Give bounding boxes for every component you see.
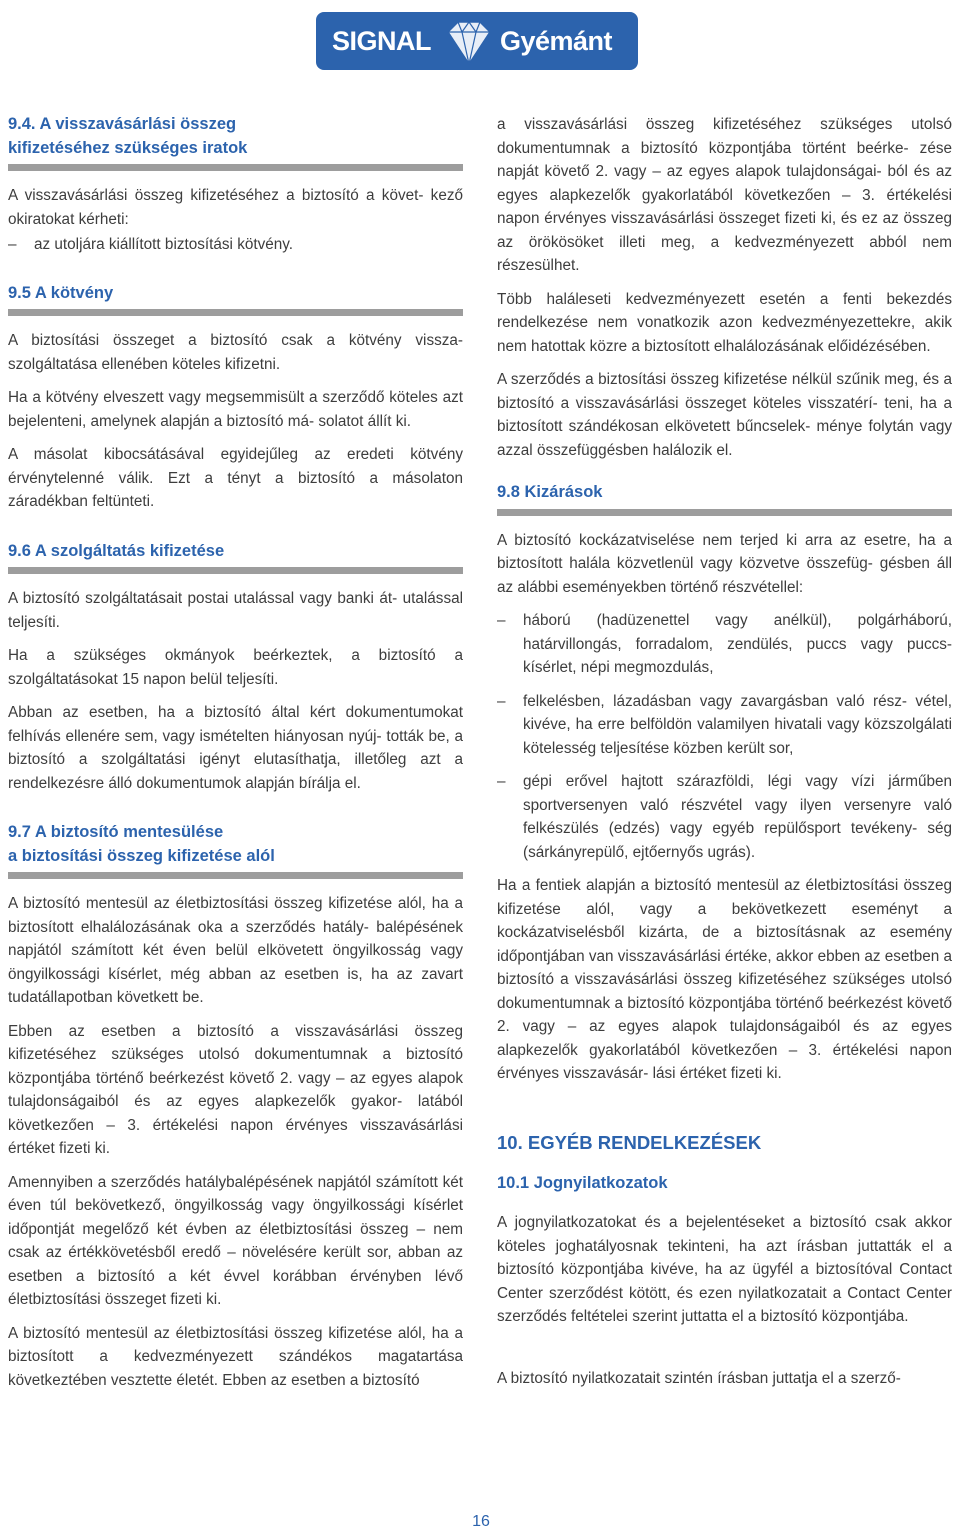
signal-gyemant-logo xyxy=(316,12,638,70)
section-divider xyxy=(8,567,463,574)
paragraph: Amennyiben a szerződés hatálybalépésének napjától számított két éven túl bekövetkező, öngyilkosság vagy öngyilkossági kísérlet időpontját megelőző két évben az életbiztosítási összeg – nem csak az értékkövetésből eredő – növelésére került sor, abban az esetben a biztosító a két évvel korábban érvényben lévő életbiztosítási összeget fizeti ki. xyxy=(8,1173,463,1308)
section-heading-9-7: 9.7 A biztosító mentesülése a biztosítási összeg kifizetése alól xyxy=(8,823,275,865)
paragraph: A biztosító kockázatviselése nem terjed ki arra az esetre, ha a biztosított halála közvetlenül vagy közvetve összefüg- gésben áll az alábbi eseményekben történő részvétellel: xyxy=(497,531,952,596)
paragraph: Több haláleseti kedvezményezett esetén a fenti bekezdés rendelkezése nem vonatkozik azon kedvezményezettekre, akik nem hatottak közre a biztosított elhalálozásának előidézésében. xyxy=(497,290,952,355)
paragraph: Ha a fentiek alapján a biztosító mentesül az életbiztosítási összeg kifizetése alól, vagy a bekövetkezett eseményt a kockázatviselésből kizárta, de a biztosításnak az esemény időpontjában van visszavásárlási értéke, akkor ebben az esetben a biztosító a visszavásárlási összeg kifizetéséhez szükséges utolsó dokumentumnak a biztosító központjába történő beérkezést követő 2. vagy – az egyes alapok tulajdonságaiból és az egyes alapkezelők gyakorlatából következően – 3. értékelési napon érvényes visszavásár- lási értéket fizeti ki. xyxy=(497,877,952,1082)
paragraph: Abban az esetben, ha a biztosító által kért dokumentumokat felhívás ellenére sem, vagy ismételten hiányosan nyúj- tották be, a biztosító a szolgáltatási igényt elutasíthatja, illetőleg azt a rendelkezésre álló dokumentumok alapján bírálja el. xyxy=(8,704,463,792)
paragraph: A biztosító mentesül az életbiztosítási összeg kifizetése alól, ha a biztosított elhalálozásának oka a szerződés hatály- balépésének napjától számított két éven belül elkövetett öngyilkosság vagy öngyilkossági kísérlet, még abban az esetben is, ha az zavart tudatállapotban követkett be. xyxy=(8,895,463,1006)
paragraph: A szerződés a biztosítási összeg kifizetése nélkül szűnik meg, és a biztosító a visszavásárlási összeget köteles visszatérí- teni, ha a biztosított szándékosan elkövetett bűncselek- ménye folytán vagy azzal összefüggésben halálozik el. xyxy=(497,371,952,459)
paragraph: A jognyilatkozatokat és a bejelentéseket a biztosító csak akkor köteles joghatályosnak tekinteni, ha azt írásban juttatták el a biztosító központjába kivéve, ha az ügyfél a biztosítóval Contact Center szerződést kötött, és ezen nyilatkozatait a Contact Center szerződés feltételei szerint juttatta el a biztosító központjába. xyxy=(497,1214,952,1325)
paragraph: A biztosító mentesül az életbiztosítási összeg kifizetése alól, ha a biztosított a kedvezményezett szándékos magatartása következtében vesztette életét. Ebben az esetben a biztosító xyxy=(8,1324,463,1389)
section-divider xyxy=(8,309,463,316)
section-heading-9-8: 9.8 Kizárások xyxy=(497,483,603,501)
list-item: – gépi erővel hajtott szárazföldi, légi vagy vízi járműben sportversenyen való részvétel vagy ilyen versenyre való felkészülés (edzés) vagy egyéb repülősport tevékeny- ség (sárkányrepülő, ejtőernyős ugrás). xyxy=(497,773,952,861)
diamond-icon xyxy=(440,18,498,68)
paragraph: A biztosítási összeget a biztosító csak a kötvény vissza- szolgáltatása ellenében köteles kifizetni. xyxy=(8,332,463,373)
paragraph: A másolat kibocsátásával egyidejűleg az eredeti kötvény érvénytelenné válik. Ezt a tényt a biztosító a másolaton záradékban feltünteti. xyxy=(8,446,463,510)
paragraph: Ebben az esetben a biztosító a visszavásárlási összeg kifizetéséhez szükséges utolsó dokumentumnak a biztosító központjába történő beérkezést követő 2. vagy – az egyes alapok tulajdonságaiból és az egyes alapkezelők gyakor- latából következően – 3. értékelési napon érvényes visszavásárlási értéket fizeti ki. xyxy=(8,1022,463,1157)
section-heading-9-5: 9.5 A kötvény xyxy=(8,283,114,302)
section-heading-10-1: 10.1 Jognyilatkozatok xyxy=(497,1173,668,1192)
section-divider xyxy=(8,872,463,879)
page-number: 16 xyxy=(472,1513,490,1530)
paragraph: A biztosító szolgáltatásait postai utalással vagy banki át- utalással teljesíti. xyxy=(8,590,463,631)
logo-word-gyemant: Gyémánt xyxy=(500,26,613,56)
left-column xyxy=(8,113,463,1392)
paragraph: A biztosító nyilatkozatait szintén írásban juttatja el a szerző- xyxy=(497,1369,901,1387)
chapter-heading-10: 10. EGYÉB RENDELKEZÉSEK xyxy=(497,1131,762,1153)
paragraph: Ha a kötvény elveszett vagy megsemmisült a szerződő köteles azt bejelenteni, amelynek alapján a biztosító má- solatot állít ki. xyxy=(8,389,463,430)
section-divider xyxy=(497,509,952,516)
list-item: – felkelésben, lázadásban vagy zavargásban való rész- vétel, kivéve, ha erre belföldön valamilyen hivatali vagy közszolgálati kötelesség teljesítése közben került sor, xyxy=(497,692,952,757)
section-divider xyxy=(8,164,463,171)
list-item: – az utoljára kiállított biztosítási kötvény. xyxy=(8,236,294,253)
section-heading-9-4: 9.4. A visszavásárlási összeg kifizetéséhez szükséges iratok xyxy=(8,115,248,157)
paragraph: Ha a szükséges okmányok beérkeztek, a biztosító a szolgáltatásokat 15 napon belül teljesíti. xyxy=(8,647,463,688)
paragraph: A visszavásárlási összeg kifizetéséhez a biztosító a követ- kező okiratokat kérheti: xyxy=(8,187,463,228)
section-heading-9-6: 9.6 A szolgáltatás kifizetése xyxy=(8,541,225,560)
list-item: – háború (hadüzenettel vagy anélkül), polgárháború, határvillongás, forradalom, zendülés, puccs vagy puccs- kísérlet, népi megmozdulás, xyxy=(497,612,952,676)
logo-word-signal: SIGNAL xyxy=(332,26,432,56)
paragraph: a visszavásárlási összeg kifizetéséhez szükséges utolsó dokumentumnak a biztosító központjába történt beérke- zése napját követő 2. vagy – az egyes alapok tulajdonságai- ból és az egyes alapkezelők gyakorlatából következően – 3. értékelési napon érvényes visszavásárlási összeget fizeti ki, és ez az összeg az örökösöket illeti meg, a kedvezményezett abból nem részesülhet. xyxy=(497,116,952,274)
right-column xyxy=(497,113,952,1390)
